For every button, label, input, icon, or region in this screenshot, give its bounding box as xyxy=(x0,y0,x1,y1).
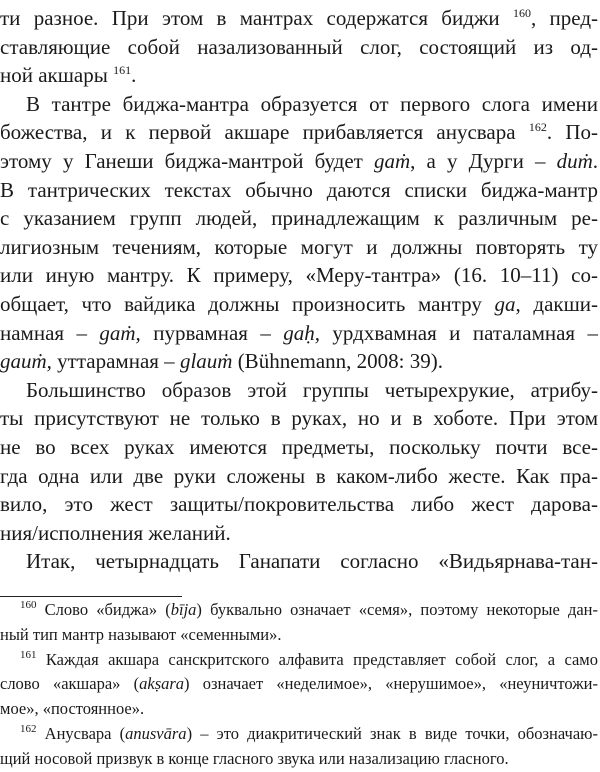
text-segment: ный тип мантр называют «семенными». xyxy=(0,624,282,644)
text-segment: вило, это жест защиты/покровительства либо жест дарова- xyxy=(0,492,598,517)
italic-term: gauṁ, xyxy=(0,349,52,374)
footnote-ref: 160 xyxy=(512,6,531,20)
text-line xyxy=(0,490,598,519)
italic-term: duṁ xyxy=(556,148,593,173)
text-segment: не во всех руках имеются предметы, поскольку почти все- xyxy=(0,434,598,459)
text-segment: Итак, четырнадцать Ганапати согласно «Видьярнава-тан- xyxy=(26,549,598,574)
text-segment: Большинство образов этой группы четырехрукие, атрибу- xyxy=(26,377,598,402)
text-segment: слово «акшара» ( xyxy=(0,674,140,694)
footnote-ref: 162 xyxy=(528,120,547,135)
main-text xyxy=(0,4,598,576)
text-segment: Слово «биджа» ( xyxy=(36,600,171,619)
text-segment: Анусвара ( xyxy=(36,723,126,743)
text-segment: ) буквально означает «семя», поэтому некоторые дан- xyxy=(196,600,599,619)
text-segment: с указанием групп людей, принадлежащим к различным ре- xyxy=(0,206,598,231)
footnote-line xyxy=(0,598,598,623)
italic-term: akṣara xyxy=(139,674,185,694)
text-segment: ) означает «неделимое», «нерушимое», «неуничтожи- xyxy=(184,674,598,694)
text-segment: мое», «постоянное». xyxy=(0,699,145,719)
footnote-divider xyxy=(0,596,182,597)
footnote-line xyxy=(0,747,598,772)
text-line xyxy=(0,118,598,147)
text-segment: Каждая акшара санскритского алфавита представляет собой слог, а само xyxy=(36,649,598,669)
text-line xyxy=(0,376,598,405)
footnotes xyxy=(0,598,598,772)
text-segment: . По- xyxy=(546,120,598,145)
footnote-line xyxy=(0,623,598,648)
text-segment: урдхвамная и паталамная – xyxy=(320,320,598,345)
text-line xyxy=(0,176,598,205)
text-line xyxy=(0,462,598,491)
text-segment: лигиозным течениям, которые могут и должны повторять ту xyxy=(0,234,598,259)
text-segment: этому у Ганеши биджа-мантрой будет xyxy=(0,148,374,173)
italic-term: gaḥ, xyxy=(283,320,320,345)
text-segment: , пред- xyxy=(530,6,598,30)
text-segment: намная – xyxy=(0,320,100,345)
text-line xyxy=(0,290,598,319)
italic-term: gaṁ, xyxy=(99,320,141,345)
text-segment: ты присутствуют не только в руках, но и в хоботе. При этом xyxy=(0,406,598,431)
text-segment: ния/исполнения желаний. xyxy=(0,520,231,545)
footnote-line xyxy=(0,722,598,747)
text-line xyxy=(0,61,598,90)
footnote-line xyxy=(0,672,598,697)
footnote-line xyxy=(0,697,598,722)
italic-term: ga xyxy=(494,291,516,316)
text-line xyxy=(0,204,598,233)
text-line xyxy=(0,261,598,290)
text-line xyxy=(0,233,598,262)
text-segment: щий носовой призвук в конце гласного звука или назализацию гласного. xyxy=(0,748,509,768)
text-line xyxy=(0,319,598,348)
text-segment: общает, что вайдика должны произносить мантру xyxy=(0,291,495,316)
footnote-ref: 161 xyxy=(20,648,37,661)
text-line xyxy=(0,90,598,119)
italic-term: anusvāra xyxy=(125,723,187,743)
text-segment: ти разное. При этом в мантрах содержатся биджи xyxy=(0,6,513,30)
italic-term: glauṁ xyxy=(179,349,233,374)
text-segment: В тантрических текстах обычно даются списки биджа-мантр xyxy=(0,177,598,202)
text-line xyxy=(0,4,598,33)
text-segment: , дакши- xyxy=(515,291,598,316)
text-line xyxy=(0,433,598,462)
text-line xyxy=(0,404,598,433)
text-segment: или иную мантру. К примеру, «Меру-тантра» (16. 10–11) со- xyxy=(0,263,598,288)
footnote-ref: 160 xyxy=(20,599,37,611)
footnote-ref: 161 xyxy=(113,63,132,78)
text-segment: пурвамная – xyxy=(140,320,284,345)
text-line xyxy=(0,547,598,576)
footnote-line xyxy=(0,648,598,673)
text-line xyxy=(0,347,598,376)
text-segment: . xyxy=(131,63,137,88)
text-segment: ставляющие собой назализованный слог, состоящий из од- xyxy=(0,34,598,59)
text-line xyxy=(0,519,598,548)
text-segment: ) – это диакритический знак в виде точки, обозначаю- xyxy=(186,723,598,743)
footnote-ref: 162 xyxy=(20,722,37,735)
italic-term: gaṁ xyxy=(373,148,411,173)
text-segment: (Bühnemann, 2008: 39). xyxy=(232,349,443,374)
text-line xyxy=(0,33,598,62)
text-segment: божества, и к первой акшаре прибавляется анусвара xyxy=(0,120,529,145)
text-segment: ной акшары xyxy=(0,63,114,88)
text-segment: . xyxy=(592,148,599,173)
text-segment: , а у Дурги – xyxy=(410,148,557,173)
text-segment: уттарамная – xyxy=(51,349,180,374)
italic-term: bīja xyxy=(170,600,197,619)
text-line xyxy=(0,147,598,176)
text-segment: гда одна или две руки сложены в каком-либо жесте. Как пра- xyxy=(0,463,598,488)
text-segment: В тантре биджа-мантра образуется от первого слога имени xyxy=(26,91,598,116)
